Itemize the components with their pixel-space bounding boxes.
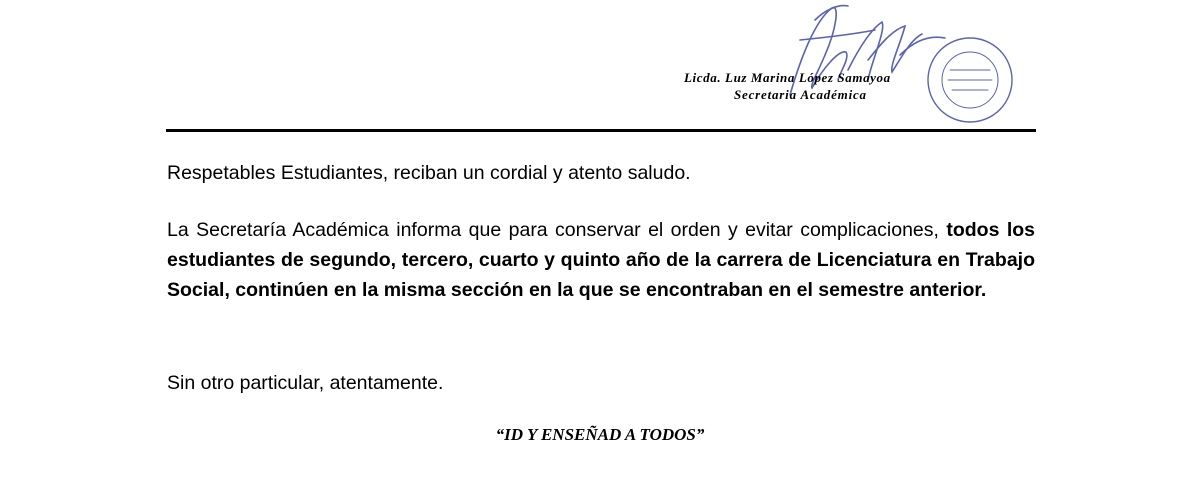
- closing-paragraph: Sin otro particular, atentamente.: [167, 372, 444, 394]
- handwritten-signature: [600, 0, 1040, 125]
- notice-emphasis: todos los estudiantes de segundo, tercero, cuarto y quinto año de la carrera de Licenciatura en Trabajo Social, continúen en la misma sección en la que se encontraban en el semestre anterior.: [167, 219, 1035, 301]
- institution-motto: “ID Y ENSEÑAD A TODOS”: [495, 425, 705, 444]
- signer-name: Licda. Luz Marina López Samayoa: [684, 70, 891, 85]
- signer-title: Secretaria Académica: [734, 87, 867, 102]
- greeting-paragraph: Respetables Estudiantes, reciban un cordial y atento saludo.: [167, 162, 691, 184]
- signature-block: [600, 0, 1040, 125]
- notice-intro: La Secretaría Académica informa que para conservar el orden y evitar complicaciones,: [167, 219, 947, 241]
- notice-paragraph: [167, 215, 1035, 305]
- header-divider: [166, 129, 1036, 132]
